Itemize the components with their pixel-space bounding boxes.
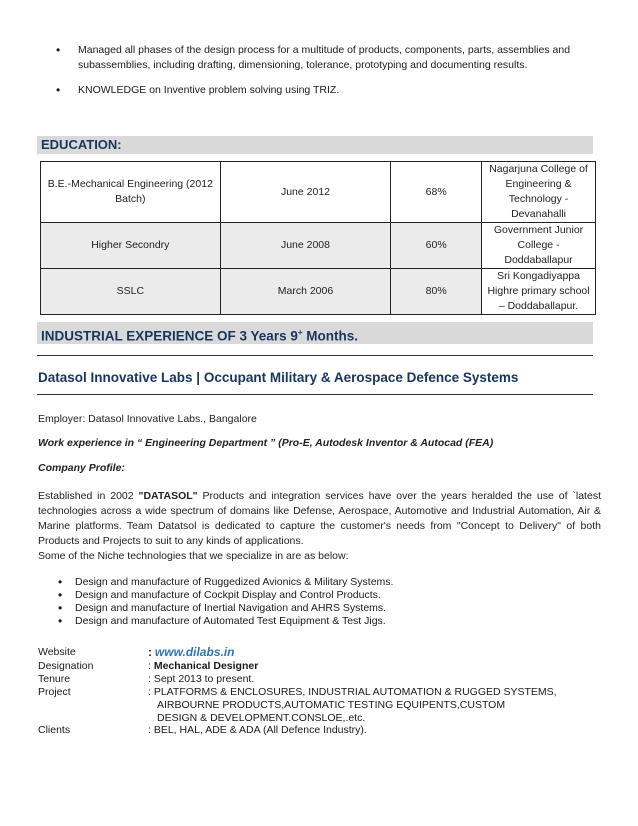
experience-heading-sup: + (297, 328, 303, 337)
education-table (40, 161, 596, 315)
project-value-line-2: AIRBOURNE PRODUCTS,AUTOMATIC TESTING EQUIPENTS,CUSTOM (157, 699, 506, 711)
niche-item: • Design and manufacture of Automated Test Equipment & Test Jigs. (58, 615, 393, 628)
profile-text-post: Products and integration services have over the years heralded the use of `latest technologies across a wide spectrum of domains like Defense, Aerospace, Automotive and Industrial Automation, Air & Marine platforms. Team Datatsol is dedicated to capture the customer's needs from "Concept to Delivery" of both Products and Projects to suit to any kinds of applications. (38, 490, 601, 547)
niche-intro: Some of the Niche technologies that we specialize in are as below: (38, 550, 349, 562)
project-value-line-1: : PLATFORMS & ENCLOSURES, INDUSTRIAL AUTOMATION & RUGGED SYSTEMS, (148, 686, 557, 698)
score-cell: 60% (391, 223, 482, 269)
score-cell: 68% (391, 162, 482, 223)
experience-heading-text: INDUSTRIAL EXPERIENCE OF 3 Years 9 (41, 328, 298, 344)
institute-cell: Nagarjuna College of Engineering & Technology - Devanahalli (482, 162, 596, 223)
degree-cell: SSLC (41, 269, 221, 315)
institute-cell: Government Junior College - Doddaballapur (482, 223, 596, 269)
company-name-bold: "DATASOL" (138, 490, 198, 502)
divider (37, 394, 593, 395)
score-cell: 80% (391, 269, 482, 315)
experience-heading-tail: Months. (302, 328, 359, 344)
project-value-line-3: DESIGN & DEVELOPMENT.CONSLOE,.etc. (157, 712, 366, 724)
project-label: Project (38, 686, 71, 698)
clients-value: : BEL, HAL, ADE & ADA (All Defence Industry). (148, 724, 367, 736)
clients-label: Clients (38, 724, 71, 736)
divider (37, 355, 593, 356)
institute-cell: Sri Kongadiyappa Highre primary school – Doddaballapur. (482, 269, 596, 315)
bullet-item: • KNOWLEDGE on Inventive problem solving using TRIZ. (56, 83, 576, 98)
resume-page: • Managed all phases of the design process for a multitude of products, components, parts, assemblies and subassemblies, including drafting, dimensioning, tolerance, prototyping and documenting results. • KNOWLEDGE on Inventive problem solving using TRIZ. EDUCATION: B.E.-Mechanical Engineering (2012 Batch) June 2012 68% Nagarjuna College of Engineering & Technology - Devanahalli Higher Secondry June 2008 60% Government Junior College - Doddaballapur SSLC March 2006 80% Sri Kongadiyappa Highre primary school – Doddaballapur. INDUSTRIAL EXPERIENCE OF 3 Years 9+ Months. Datasol Innovative Labs | Occupant Military & Aerospace Defence Systems Employer: Datasol Innovative Labs., Bangalore Work experience in “ Engineering Department ” (Pro-E, Autodesk Inventor & Autocad (FEA) Company Profile: Established in 2002 "DATASOL" Products and integration services have over the years heralded the use of `latest technologies across a wide spectrum of domains like Defense, Aerospace, Automotive and Industrial Automation, Air & Marine platforms. Team Datatsol is dedicated to capture the customer's needs from "Concept to Delivery" of both Products and Projects to suit to any kinds of applications. Some of the Niche technologies that we specialize in are as below: • Design and manufacture of Ruggedized Avionics & Military Systems. • Design and manufacture of Cockpit Display and Control Products. • Design and manufacture of Inertial Navigation and AHRS Systems. • Design and manufacture of Automated Test Equipment & Test Jigs. Website : www.dilabs.in Designation : Mechanical Designer Tenure : Sept 2013 to present. Project : PLATFORMS & ENCLOSURES, INDUSTRIAL AUTOMATION & RUGGED SYSTEMS, AIRBOURNE PRODUCTS,AUTOMATIC TESTING EQUIPENTS,CUSTOM DESIGN & DEVELOPMENT.CONSLOE,.etc. Clients : BEL, HAL, ADE & ADA (All Defence Industry). (0, 0, 638, 826)
experience-heading (37, 322, 593, 344)
education-heading: EDUCATION: (37, 136, 593, 154)
skills-bullet-list (56, 43, 576, 108)
website-label: Website (38, 646, 76, 658)
date-cell: March 2006 (220, 269, 391, 315)
niche-item: • Design and manufacture of Cockpit Display and Control Products. (58, 589, 393, 602)
degree-cell: B.E.-Mechanical Engineering (2012 Batch) (41, 162, 221, 223)
table-row (41, 162, 596, 223)
designation-label: Designation (38, 660, 94, 672)
profile-text-pre: Established in 2002 (38, 490, 139, 502)
bullet-item: • Managed all phases of the design process for a multitude of products, components, parts, assemblies and subassemblies, including drafting, dimensioning, tolerance, prototyping and documenting results. (56, 43, 576, 73)
table-row (41, 269, 596, 315)
tenure-label: Tenure (38, 673, 71, 685)
employer-line: Employer: Datasol Innovative Labs., Bangalore (38, 413, 257, 425)
niche-bullet-list (58, 576, 393, 628)
niche-item: • Design and manufacture of Ruggedized Avionics & Military Systems. (58, 576, 393, 589)
company-profile-label: Company Profile: (38, 462, 125, 474)
niche-item: • Design and manufacture of Inertial Navigation and AHRS Systems. (58, 602, 393, 615)
date-cell: June 2012 (220, 162, 391, 223)
degree-cell: Higher Secondry (41, 223, 221, 269)
work-experience-line: Work experience in “ Engineering Department ” (Pro-E, Autodesk Inventor & Autocad (FEA) (38, 437, 494, 449)
company-heading: Datasol Innovative Labs | Occupant Military & Aerospace Defence Systems (38, 370, 519, 385)
designation-value: Mechanical Designer (153, 660, 259, 672)
website-link[interactable]: www.dilabs.in (154, 645, 235, 659)
date-cell: June 2008 (220, 223, 391, 269)
tenure-value: : Sept 2013 to present. (148, 673, 255, 685)
company-profile-paragraph (38, 489, 601, 549)
table-row (41, 223, 596, 269)
